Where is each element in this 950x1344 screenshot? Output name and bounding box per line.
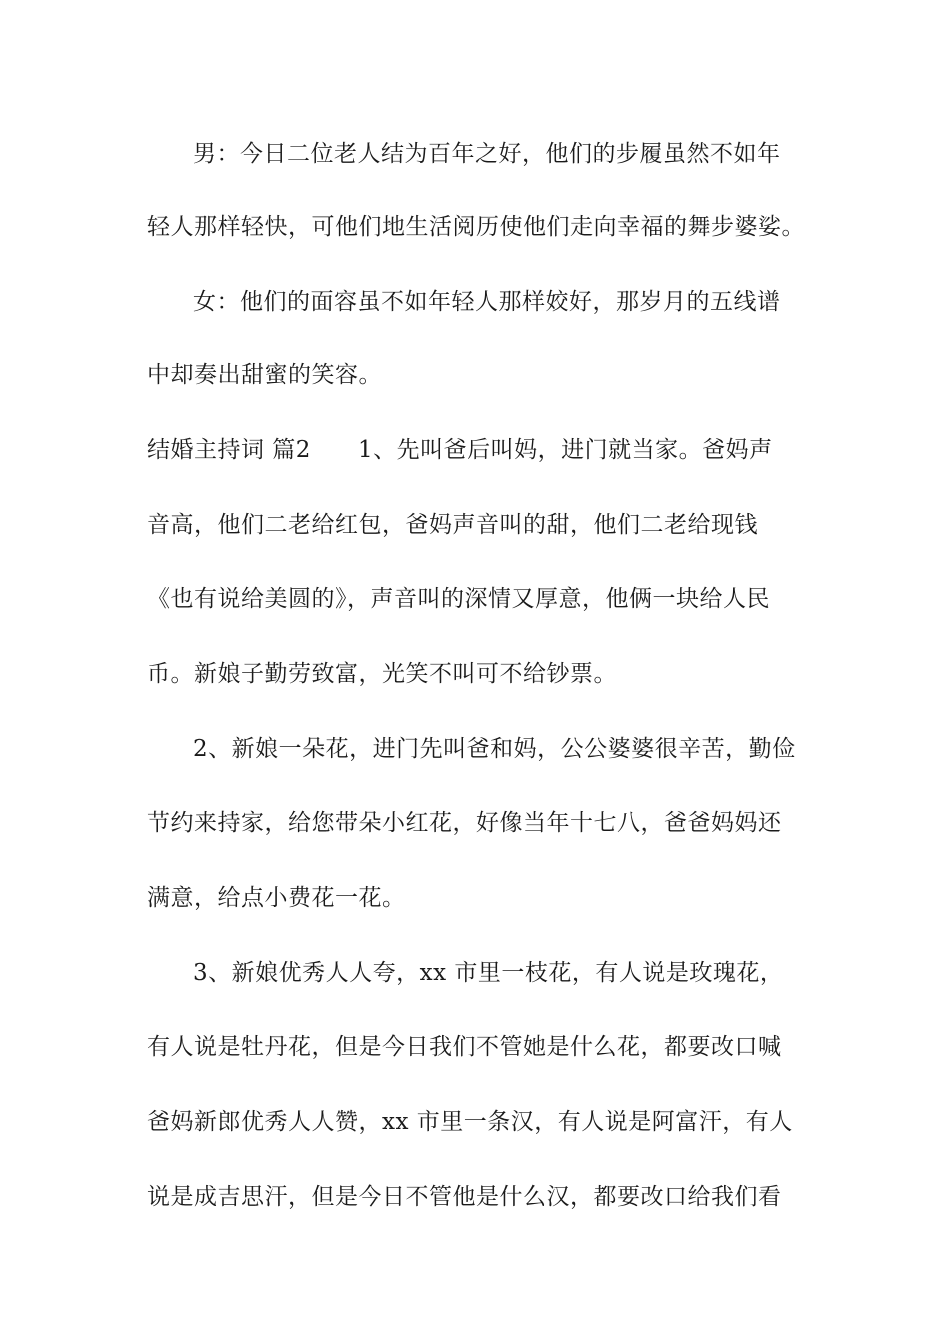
paragraph-line: 男：今日二位老人结为百年之好，他们的步履虽然不如年 (193, 141, 781, 167)
paragraph-line: 轻人那样轻快，可他们地生活阅历使他们走向幸福的舞步婆娑。 (147, 214, 805, 240)
paragraph-line: 3、新娘优秀人人夸，xx 市里一枝花，有人说是玫瑰花， (193, 960, 784, 986)
paragraph-line: 女：他们的面容虽不如年轻人那样姣好，那岁月的五线谱 (193, 289, 781, 315)
paragraph-line: 有人说是牡丹花，但是今日我们不管她是什么花，都要改口喊 (147, 1034, 782, 1060)
paragraph-line: 满意，给点小费花一花。 (147, 885, 406, 911)
paragraph-line: 《也有说给美圆的》，声音叫的深情又厚意，他俩一块给人民 (147, 586, 770, 612)
paragraph-line: 节约来持家，给您带朵小红花，好像当年十七八，爸爸妈妈还 (147, 810, 782, 836)
paragraph-line: 2、新娘一朵花，进门先叫爸和妈，公公婆婆很辛苦，勤俭 (193, 736, 796, 762)
paragraph-line: 音高，他们二老给红包，爸妈声音叫的甜，他们二老给现钱 (147, 512, 758, 538)
paragraph-line: 币。新娘子勤劳致富，光笑不叫可不给钞票。 (147, 661, 617, 687)
paragraph-line: 爸妈新郎优秀人人赞，xx 市里一条汉，有人说是阿富汗，有人 (147, 1109, 793, 1135)
paragraph-line: 说是成吉思汗，但是今日不管他是什么汉，都要改口给我们看 (147, 1184, 782, 1210)
paragraph-line: 结婚主持词 篇2 1、先叫爸后叫妈，进门就当家。爸妈声 (147, 437, 773, 463)
paragraph-line: 中却奏出甜蜜的笑容。 (147, 362, 382, 388)
